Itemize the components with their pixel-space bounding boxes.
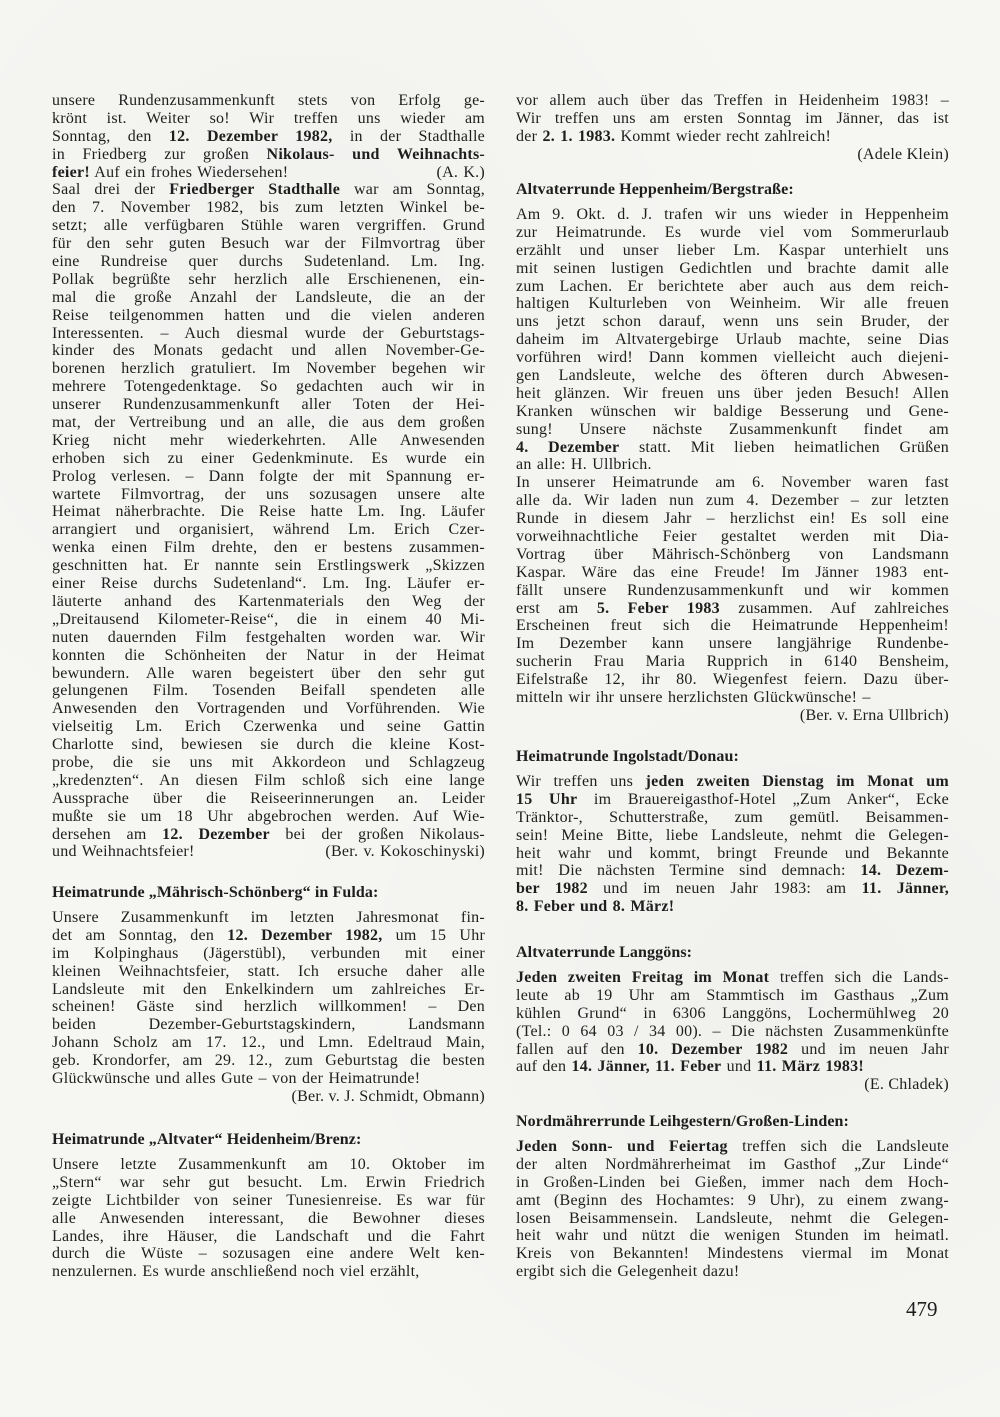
author-signature: (A. K.) [436, 163, 485, 181]
text-run: zusammen. Auf zahlreiches [719, 599, 950, 617]
text-line: „kredenzten“. An diesen Film schloß sich eine lange [52, 771, 485, 789]
text-line: fällt unsere Rundenzusammenkunft und wir kommen [516, 581, 949, 599]
text-line: alle da. Wir laden nun zum 4. Dezember – zur letzten [516, 492, 949, 510]
article-section [52, 884, 485, 1106]
section-heading: Altvaterrunde Langgöns: [516, 944, 693, 961]
text-line [52, 164, 485, 182]
article-section [516, 181, 949, 725]
text-line: uns jetzt schon darauf, wenn uns sein Bruder, der [516, 313, 949, 331]
text-line: Tränktor-, Schutterstraße, zum gemütl. Beisammen- [516, 808, 949, 826]
text-line [516, 128, 949, 146]
text-line: gen Landsleute, welche des öfteren durch Abwesen- [516, 367, 949, 385]
text-line: einer Reise durchs Sudetenland“. Lm. Ing. Läufer er- [52, 575, 485, 593]
text-line: mitteln wir ihr unsere herzlichsten Glückwünsche! – [516, 689, 871, 707]
article-section [52, 1131, 485, 1281]
text-line: losen Beisammensein. Landsleute, nehmt die Gelegen- [516, 1209, 949, 1227]
text-line: Pollak begrüßte sehr herzlich alle Erschienenen, ein- [52, 270, 485, 288]
text-line: scheinen! Gäste sind herzlich willkommen! – Den [52, 998, 485, 1016]
text-line: vor allem auch über das Treffen in Heidenheim 1983! – [516, 92, 949, 109]
text-run: Wir treffen uns [516, 773, 646, 790]
bold-text: Jeden Sonn- und Feiertag [516, 1138, 728, 1155]
bold-text: 8. Feber und 8. März! [516, 898, 675, 916]
bold-text: ber 1982 [516, 880, 588, 898]
text-run: um 15 Uhr [382, 926, 486, 944]
text-line [52, 843, 485, 861]
text-run: in der Stadthalle [332, 127, 486, 145]
text-line: Heimat näherbrachte. Die Reise hatte Lm. Ing. Läufer [52, 503, 485, 521]
text-line [516, 969, 949, 987]
text-line: setzt; alle verfügbaren Stühle waren vergriffen. Grund [52, 217, 485, 235]
text-line: vorführen wird! Dann kommen vielleicht auch diejeni- [516, 349, 949, 367]
text-run: und [721, 1058, 757, 1076]
text-line: borenen herzlich gratuliert. Im November begehen wir [52, 360, 485, 378]
text-line: kühlen Grund“ in 6306 Langgöns, Lochermühlweg 20 [516, 1004, 949, 1022]
text-line [52, 826, 485, 844]
text-line: der alten Nordmährerheimat im Gasthof „Zur Linde“ [516, 1155, 949, 1173]
text-line: beiden Dezember-Geburtstagskindern, Landsmann [52, 1016, 485, 1034]
text-line [516, 773, 949, 791]
bold-text: 11. März 1983! [756, 1058, 864, 1076]
text-line: vorweihnachtliche Feier gestaltet werden mit Dia- [516, 528, 949, 546]
author-signature: (Adele Klein) [857, 145, 949, 163]
text-run: det am Sonntag, den [52, 926, 228, 944]
text-line: Kreis von Bekannten! Mindestens viermal im Monat [516, 1245, 949, 1263]
text-line: kinder des Monats gedacht und allen November-Ge- [52, 342, 485, 360]
article-section [516, 944, 949, 1094]
text-run: auf den [516, 1058, 572, 1076]
text-line: durch die Wüste – sozusagen eine andere Welt ken- [52, 1245, 485, 1263]
bold-text: 2. 1. 1983. [542, 127, 616, 145]
text-run: erst am [516, 599, 597, 617]
text-run: in Friedberg zur großen [52, 145, 267, 163]
text-run: im Brauereigasthof-Hotel „Zum Anker“, Ecke [577, 790, 949, 808]
text-line: Eifelstraße 12, ihr 80. Wiegenfest feiern. Dazu über- [516, 671, 949, 689]
text-line: Glückwünsche und alles Gute – von der Heimatrunde! [52, 1070, 421, 1088]
text-line: für den sehr guten Besuch war der Filmvortrag über [52, 235, 485, 253]
text-line: in Großen-Linden bei Gießen, immer nach dem Hoch- [516, 1173, 949, 1191]
text-line: daheim im Altvatergebirge Urlaub machte, seine Dias [516, 331, 949, 349]
text-run: Kommt wieder recht zahlreich! [615, 127, 832, 145]
text-line: heit glänzen. Wir freuen uns über jeden Besuch! Allen [516, 384, 949, 402]
text-line: kleinen Weihnachtsfeier, statt. Ich ersuche daher alle [52, 962, 485, 980]
text-line: zum Lachen. Er berichtete aber auch aus dem reich- [516, 277, 949, 295]
text-line: gelungenen Film. Tosenden Beifall spendeten alle [52, 682, 485, 700]
page-number: 479 [906, 1297, 938, 1321]
text-line: sucherin Frau Maria Rupprich in 6140 Bensheim, [516, 653, 949, 671]
text-line: konnten die Schönheiten der Natur in der Heimat [52, 646, 485, 664]
bold-text: 15 Uhr [516, 790, 578, 808]
text-line: leute ab 19 Uhr am Stammtisch im Gasthaus „Zum [516, 986, 949, 1004]
text-line [516, 1041, 949, 1059]
text-run: Sonntag, den [52, 127, 169, 145]
text-line: zur Heimatrunde. Es wurde viel vom Sommerurlaub [516, 223, 949, 241]
text-line: zeigte Lichtbilder von seiner Tunesienreise. Es war für [52, 1191, 485, 1209]
bold-text: 5. Feber 1983 [596, 599, 720, 617]
text-line: Erscheinen freut sich die Heimatrunde Heppenheim! [516, 617, 949, 635]
bold-text: 10. Dezember 1982 [637, 1040, 789, 1058]
text-line: Anwesenden den Vortragenden und Vorführenden. Wie [52, 700, 485, 718]
text-line [516, 1138, 949, 1156]
author-signature: (Ber. v. Erna Ullbrich) [799, 706, 949, 724]
author-signature: (Ber. v. J. Schmidt, Obmann) [291, 1087, 485, 1105]
author-signature: (E. Chladek) [864, 1076, 949, 1094]
bold-text: 11. Jänner, [861, 880, 950, 898]
text-line: unsere Rundenzusammenkunft stets von Erfolg ge- [52, 92, 485, 109]
section-heading: Heimatrunde „Mährisch-Schönberg“ in Fulda: [52, 884, 379, 901]
text-run: und Weihnachtsfeier! [52, 843, 195, 861]
text-run: Auf ein frohes Wiedersehen! [89, 163, 289, 181]
article-section [516, 1113, 949, 1281]
text-line: mehrere Totengedenktage. So gedachten auch wir in [52, 378, 485, 396]
text-run: statt. Mit lieben heimatlichen Grüßen [619, 438, 949, 456]
text-line [52, 181, 485, 199]
text-line: (Tel.: 0 64 03 / 34 00). – Die nächsten Zusammenkünfte [516, 1022, 949, 1040]
article-section [516, 748, 949, 916]
paragraph [52, 909, 485, 1088]
text-line: nuten dauernden Film festgehalten worden war. Wir [52, 628, 485, 646]
text-line: geschnitten hat. Er nannte sein Erstlingswerk „Skizzen [52, 557, 485, 575]
text-line: heit wahr und nützt die wenigen Stunden im heimatl. [516, 1227, 949, 1245]
line-text [52, 164, 288, 182]
text-line: Interessenten. – Auch diesmal wurde der Geburtstags- [52, 324, 485, 342]
section-heading: Nordmährerrunde Leihgestern/Großen-Linden: [516, 1113, 849, 1130]
text-line: an alle: H. Ullbrich. [516, 456, 652, 474]
text-line [516, 439, 949, 457]
text-line [516, 1058, 949, 1076]
paragraph [516, 474, 949, 707]
text-line: Charlotte sind, bewiesen sie durch die kleine Kost- [52, 736, 485, 754]
text-run: und im neuen Jahr 1983: am [587, 880, 862, 898]
section-heading: Heimatrunde Ingolstadt/Donau: [516, 748, 739, 765]
article-section [516, 92, 949, 164]
text-line: heit wahr und kommt, bringt Freunde und Bekannte [516, 844, 949, 862]
text-line [516, 600, 949, 618]
paragraph [516, 1138, 949, 1281]
text-line: bewundern. Alle waren begeistert über den sehr gut [52, 664, 485, 682]
text-line: Johann Scholz am 17. 12., und Lmn. Edeltraud Main, [52, 1034, 485, 1052]
bold-text: 12. Dezember 1982, [168, 127, 333, 145]
paragraph [516, 92, 949, 146]
line-text [52, 843, 195, 861]
bold-text: feier! [52, 163, 90, 181]
text-line: Krieg nicht mehr wiederkehrten. Alle Anwesenden [52, 431, 485, 449]
text-run: treffen sich die Lands- [769, 969, 949, 986]
text-line [52, 146, 485, 164]
text-line: „Stern“ war sehr gut besucht. Lm. Erwin Friedrich [52, 1173, 485, 1191]
text-run: und im neuen Jahr [788, 1040, 950, 1058]
text-line: erzählt und unser lieber Lm. Kaspar unterhielt uns [516, 241, 949, 259]
text-line: Aussprache über die Reiseerinnerungen an. Leider [52, 789, 485, 807]
text-line: geb. Krondorfer, am 29. 12., zum Geburtstag die besten [52, 1052, 485, 1070]
text-line: Landsleute mit den Enkelkindern um zahlreiches Er- [52, 980, 485, 998]
text-line: Vortrag über Mährisch-Schönberg von Landsmann [516, 545, 949, 563]
text-line: den 7. November 1982, bis zum letzten Winkel be- [52, 199, 485, 217]
text-line: Kranken wünschen wir baldige Besserung und Gene- [516, 402, 949, 420]
text-line: unserer Rundenzusammenkunft aller Toten der Hei- [52, 396, 485, 414]
bold-text: Nikolaus- und Weihnachts- [266, 145, 486, 163]
text-line: Am 9. Okt. d. J. trafen wir uns wieder in Heppenheim [516, 206, 949, 223]
text-run: mit! Die nächsten Termine sind demnach: [516, 862, 861, 880]
text-line: mal die große Anzahl der Landsleute, die an der [52, 288, 485, 306]
text-line: In unserer Heimatrunde am 6. November waren fast [516, 474, 949, 492]
text-line [52, 128, 485, 146]
text-run: Saal drei der [52, 181, 170, 199]
text-line: sung! Unsere nächste Zusammenkunft findet am [516, 420, 949, 438]
text-line [52, 927, 485, 945]
section-heading: Altvaterrunde Heppenheim/Bergstraße: [516, 181, 794, 198]
text-line [516, 880, 949, 898]
text-line: arrangiert und organisiert, während Lm. Erich Czer- [52, 521, 485, 539]
paragraph [52, 181, 485, 861]
paragraph [516, 773, 949, 916]
text-line: im Kolpinghaus (Jägerstübl), verbunden mit einer [52, 944, 485, 962]
text-run: war am Sonntag, [340, 181, 486, 199]
text-line: Runde in diesem Jahr – herzlichst ein! Es soll eine [516, 510, 949, 528]
paragraph [516, 969, 949, 1076]
text-run: treffen sich die Landsleute [727, 1138, 949, 1155]
text-line: Prolog verlesen. – Dann folgte der mit Spannung er- [52, 467, 485, 485]
text-line: probe, die sie uns mit Akkordeon und Schlagzeug [52, 753, 485, 771]
text-line: wartete Filmvortrag, der uns sozusagen unsere alte [52, 485, 485, 503]
text-line [516, 862, 949, 880]
text-line: erhoben sich zu einer Gedenkminute. Es wurde ein [52, 449, 485, 467]
text-line: „Dreitausend Kilometer-Reise“, die in einem 40 Mi- [52, 610, 485, 628]
text-run: dersehen am [52, 825, 163, 843]
text-line: Kaspar. Wäre das eine Freude! Im Jänner 1983 ent- [516, 563, 949, 581]
text-line: mat, der Vertreibung und an alle, die aus dem großen [52, 414, 485, 432]
text-line: sein! Meine Bitte, liebe Landsleute, nehmt die Gelegen- [516, 826, 949, 844]
text-line: ergibt sich die Gelegenheit dazu! [516, 1263, 740, 1281]
text-run: fallen auf den [516, 1040, 638, 1058]
text-run: der [516, 127, 543, 145]
author-signature: (Ber. v. Kokoschinyski) [325, 843, 485, 861]
text-line: wenka einen Film drehte, den er bestens zusammen- [52, 539, 485, 557]
text-line: Reise teilgenommen hatten und die vielen anderen [52, 306, 485, 324]
text-line: amt (Beginn des Hochamtes: 9 Uhr), zu einem zwang- [516, 1191, 949, 1209]
text-line: Wir treffen uns am ersten Sonntag im Jänner, das ist [516, 109, 949, 127]
bold-text: 14. Jänner, 11. Feber [571, 1058, 722, 1076]
bold-text: 12. Dezember 1982, [227, 926, 383, 944]
text-line: Im Dezember kann unsere langjährige Rundenbe- [516, 635, 949, 653]
text-line [516, 791, 949, 809]
bold-text: 14. Dezem- [860, 862, 949, 880]
text-line: krönt ist. Weiter so! Wir treffen uns wieder am [52, 109, 485, 127]
bold-text: Jeden zweiten Freitag im Monat [516, 969, 770, 986]
section-heading: Heimatrunde „Altvater“ Heidenheim/Brenz: [52, 1131, 362, 1148]
right-column [516, 0, 949, 1417]
text-line: mit seinen lustigen Gedichtlen und brachte damit alle [516, 259, 949, 277]
text-line [516, 898, 949, 916]
text-line: läuterte anhand des Kartenmaterials den Weg der [52, 592, 485, 610]
article-section [52, 92, 485, 861]
text-run: bei der großen Nikolaus- [269, 825, 486, 843]
text-line: vielseitig Lm. Erich Czerwenka und seine Gattin [52, 718, 485, 736]
bold-text: jeden zweiten Dienstag im Monat um [645, 773, 949, 790]
bold-text: Friedberger Stadthalle [169, 181, 341, 199]
text-line: mußte sie um 18 Uhr abgebrochen werden. Auf Wie- [52, 807, 485, 825]
bold-text: 4. Dezember [516, 438, 620, 456]
paragraph [516, 206, 949, 474]
text-line: haltigen Kulturleben von Weinheim. Wir alle freuen [516, 295, 949, 313]
text-line: Unsere Zusammenkunft im letzten Jahresmonat fin- [52, 909, 485, 926]
text-line: Unsere letzte Zusammenkunft am 10. Oktober im [52, 1156, 485, 1173]
paragraph [52, 92, 485, 181]
left-column [52, 0, 485, 1417]
text-line: Landes, ihre Häuser, die Landschaft und die Fahrt [52, 1227, 485, 1245]
text-line: alle Anwesenden interessant, die Bewohner dieses [52, 1209, 485, 1227]
text-line: eine Rundreise quer durchs Sudetenland. Lm. Ing. [52, 253, 485, 271]
bold-text: 12. Dezember [162, 825, 270, 843]
text-line: nenzulernen. Es wurde anschließend noch viel erzählt, [52, 1263, 420, 1281]
paragraph [52, 1156, 485, 1281]
